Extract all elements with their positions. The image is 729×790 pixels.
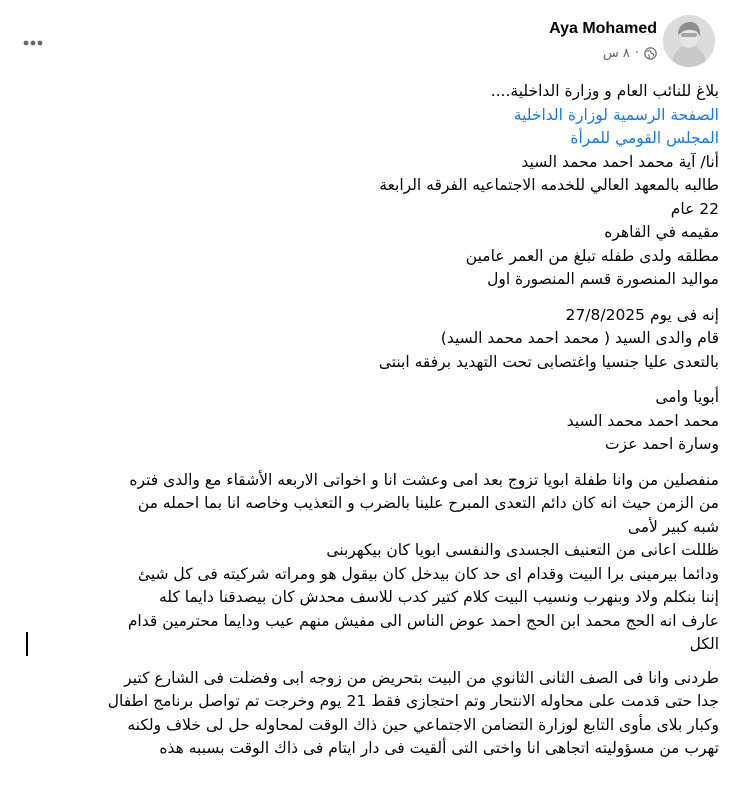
text-line: إنه فى يوم 27/8/2025	[565, 305, 719, 324]
text-line: جدا حتى قدمت على محاوله الانتحار وتم احتجازى فقط 21 يوم وخرجت تم تواصل برنامج اطفال	[107, 692, 719, 710]
text-line: من الزمن حيث انه كان دائم التعدى المبرح علينا بالضرب و التعذيب وخاصه انا بما احمله من	[137, 494, 719, 512]
text-line: وكبار بلاى مأوى التابع لوزارة التضامن الاجتماعي حين ذاك الوقت لمحاوله حل لى خلاف ولكنه	[127, 715, 719, 734]
text-line: بالتعدى عليا جنسيا واغتصابى تحت التهديد برفقه ابنتى	[378, 352, 719, 371]
text-line: مواليد المنصورة قسم المنصورة اول	[487, 270, 719, 288]
text-line: منفصلين من وانا طفلة ابويا تزوج بعد امى وعشت انا و اخواتى الاربعه الأشقاء مع والدى فتره	[129, 470, 719, 489]
mention-women-council[interactable]: المجلس القومي للمرأة	[570, 129, 719, 147]
text-line: طردنى وانا فى الصف الثانى الثانوي من البيت بتحريض من زوجه ابى وفضلت فى الشارع كتير	[124, 668, 719, 687]
text-line: عارف انه الحج محمد ابن الحج احمد عوض الناس الى مفيش منهم عيب ودايما محترمين قدام	[127, 611, 719, 630]
globe-icon	[644, 47, 657, 60]
text-line: قام والدى السيد ( محمد احمد محمد السيد)	[440, 329, 719, 347]
text-line: مقيمه في القاهره	[604, 223, 719, 241]
text-line: مطلقه ولدى طفله تبلغ من العمر عامين	[465, 246, 719, 265]
text-line: طالبه بالمعهد العالي للخدمه الاجتماعيه الفرقه الرابعة	[379, 176, 719, 194]
author-name[interactable]: Aya Mohamed	[549, 20, 657, 37]
text-line: تهرب من مسؤوليته اتجاهى انا واختى التى ألقيت فى دار ايتام فى ذاك الوقت بسببه هذه	[159, 739, 719, 757]
text-line: 22 عام	[670, 199, 719, 218]
post-time[interactable]: ٨ س	[602, 46, 630, 61]
profile-photo	[663, 15, 715, 67]
text-line: ظللت اعانى من التعنيف الجسدى والنفسى ابويا كان بيكهربنى	[326, 541, 719, 559]
text-line: إننا بنكلم ولاد وبنهرب ونسيب البيت كلام كتير كدب للاسف محدش كان بيصدقنا دايما كله	[159, 588, 719, 606]
mention-ministry-interior[interactable]: الصفحة الرسمية لوزارة الداخلية	[513, 105, 719, 124]
text-line: أبويا وامى	[655, 388, 719, 406]
text-line: محمد احمد محمد السيد	[566, 411, 719, 430]
text-line: وسارة احمد عزت	[604, 435, 719, 453]
text-line: شبه كبير لأمى	[627, 517, 719, 536]
text-line: الكل	[689, 635, 719, 653]
text-cursor	[26, 632, 28, 656]
avatar[interactable]	[663, 15, 715, 67]
meta-separator: ·	[634, 46, 639, 61]
text-line: أنا/ آية محمد احمد محمد السيد	[521, 152, 719, 171]
text-line: ودائما بيرمينى برا البيت وقدام اى حد كان بيدخل كان بيقول هو ومراته شركيته فى كل شيئ	[137, 564, 719, 583]
more-options-button[interactable]	[18, 28, 48, 58]
post-text	[16, 80, 719, 761]
post-meta	[603, 46, 657, 61]
more-horizontal-icon	[23, 40, 43, 46]
text-line: بلاغ للنائب العام و وزارة الداخلية....	[490, 82, 719, 100]
